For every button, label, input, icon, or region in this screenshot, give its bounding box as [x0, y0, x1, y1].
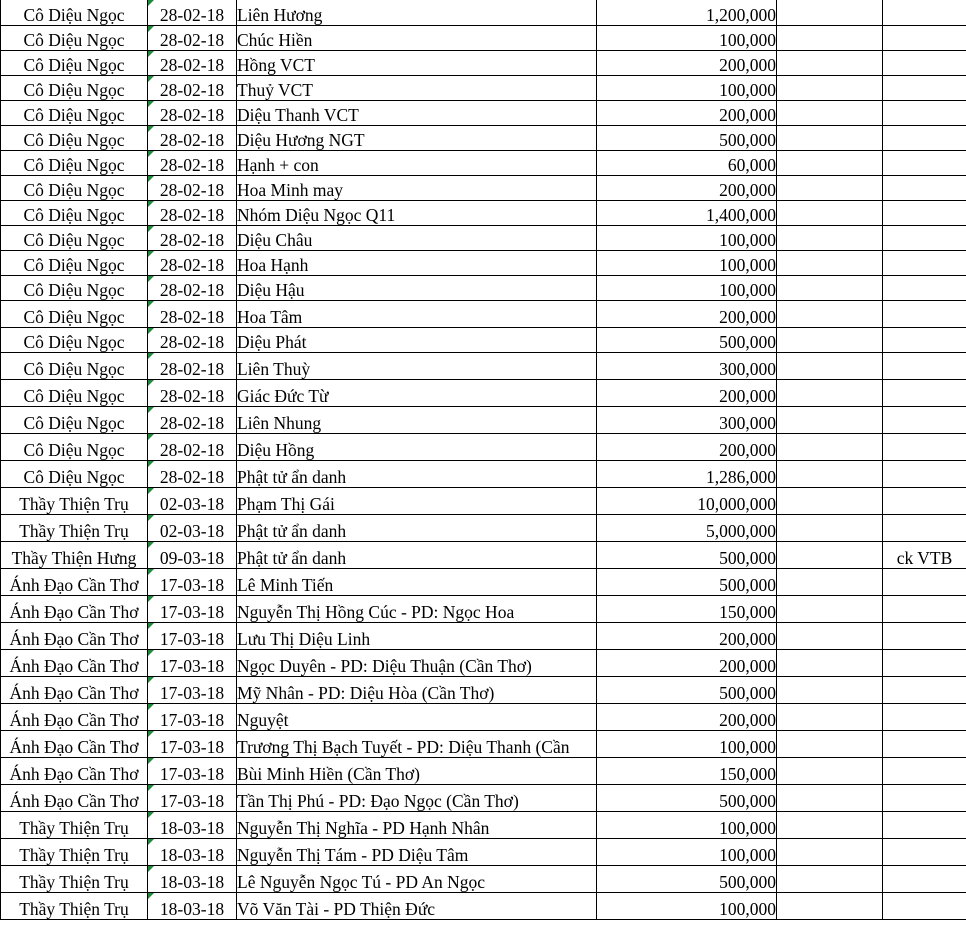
cell-date[interactable]: 18-03-18 [148, 838, 237, 865]
cell-note-2[interactable] [883, 327, 966, 352]
cell-teacher[interactable]: Thầy Thiện Trụ [1, 892, 148, 919]
cell-note-1[interactable] [777, 125, 883, 150]
table-row [1, 730, 966, 757]
cell-amount[interactable]: 200,000 [597, 50, 777, 75]
cell-amount[interactable]: 5,000,000 [597, 514, 777, 541]
cell-amount[interactable]: 200,000 [597, 300, 777, 327]
cell-amount[interactable]: 300,000 [597, 352, 777, 379]
table-row [1, 865, 966, 892]
cell-date[interactable]: 17-03-18 [148, 757, 237, 784]
cell-amount[interactable]: 500,000 [597, 676, 777, 703]
cell-donor[interactable]: Diệu Hồng [237, 433, 597, 460]
cell-note-1[interactable] [777, 352, 883, 379]
cell-amount[interactable]: 100,000 [597, 75, 777, 100]
cell-note-1[interactable] [777, 100, 883, 125]
cell-donor[interactable]: Ngọc Duyên - PD: Diệu Thuận (Cần Thơ) [237, 649, 597, 676]
cell-amount[interactable]: 500,000 [597, 125, 777, 150]
table-row [1, 150, 966, 175]
cell-date[interactable]: 17-03-18 [148, 676, 237, 703]
cell-donor[interactable]: Phật tử ẩn danh [237, 541, 597, 568]
cell-teacher[interactable]: Thầy Thiện Trụ [1, 514, 148, 541]
cell-date[interactable]: 17-03-18 [148, 703, 237, 730]
table-row [1, 100, 966, 125]
cell-note-2[interactable] [883, 703, 966, 730]
table-row [1, 379, 966, 406]
cell-date[interactable]: 28-02-18 [148, 327, 237, 352]
cell-date[interactable]: 02-03-18 [148, 514, 237, 541]
cell-date[interactable]: 18-03-18 [148, 865, 237, 892]
cell-date[interactable]: 17-03-18 [148, 784, 237, 811]
table-row [1, 327, 966, 352]
cell-amount[interactable]: 200,000 [597, 100, 777, 125]
cell-date[interactable]: 17-03-18 [148, 649, 237, 676]
cell-donor[interactable]: Chúc Hiền [237, 25, 597, 50]
cell-note-1[interactable] [777, 514, 883, 541]
cell-teacher[interactable]: Cô Diệu Ngọc [1, 25, 148, 50]
cell-donor[interactable]: Nguyễn Thị Nghĩa - PD Hạnh Nhân [237, 811, 597, 838]
cell-note-2[interactable] [883, 50, 966, 75]
cell-amount[interactable]: 500,000 [597, 784, 777, 811]
cell-note-2[interactable] [883, 676, 966, 703]
cell-teacher[interactable]: Ánh Đạo Cần Thơ [1, 703, 148, 730]
cell-note-1[interactable] [777, 730, 883, 757]
cell-donor[interactable]: Thuỷ VCT [237, 75, 597, 100]
cell-donor[interactable]: Diệu Thanh VCT [237, 100, 597, 125]
cell-amount[interactable]: 100,000 [597, 811, 777, 838]
cell-note-1[interactable] [777, 865, 883, 892]
cell-amount[interactable]: 200,000 [597, 379, 777, 406]
table-row [1, 757, 966, 784]
cell-note-1[interactable] [777, 703, 883, 730]
cell-note-2[interactable] [883, 75, 966, 100]
cell-date[interactable]: 28-02-18 [148, 100, 237, 125]
cell-donor[interactable]: Nguyễn Thị Tám - PD Diệu Tâm [237, 838, 597, 865]
cell-date[interactable]: 17-03-18 [148, 622, 237, 649]
cell-date[interactable]: 28-02-18 [148, 275, 237, 300]
table-row [1, 175, 966, 200]
cell-teacher[interactable]: Cô Diệu Ngọc [1, 250, 148, 275]
cell-donor[interactable]: Phật tử ẩn danh [237, 514, 597, 541]
table-row [1, 50, 966, 75]
cell-note-2[interactable] [883, 352, 966, 379]
cell-date[interactable]: 28-02-18 [148, 225, 237, 250]
table-row [1, 838, 966, 865]
cell-donor[interactable]: Diệu Châu [237, 225, 597, 250]
cell-donor[interactable]: Diệu Hậu [237, 275, 597, 300]
cell-date[interactable]: 28-02-18 [148, 25, 237, 50]
cell-note-1[interactable] [777, 487, 883, 514]
cell-amount[interactable]: 500,000 [597, 541, 777, 568]
cell-note-2[interactable] [883, 275, 966, 300]
cell-teacher[interactable]: Thầy Thiện Trụ [1, 838, 148, 865]
cell-note-2[interactable] [883, 649, 966, 676]
ledger-body [1, 0, 966, 919]
cell-note-2[interactable] [883, 433, 966, 460]
cell-note-1[interactable] [777, 150, 883, 175]
cell-note-1[interactable] [777, 327, 883, 352]
table-row [1, 25, 966, 50]
cell-teacher[interactable]: Ánh Đạo Cần Thơ [1, 757, 148, 784]
table-row [1, 892, 966, 919]
cell-donor[interactable]: Diệu Hương NGT [237, 125, 597, 150]
cell-donor[interactable]: Bùi Minh Hiền (Cần Thơ) [237, 757, 597, 784]
cell-note-1[interactable] [777, 25, 883, 50]
cell-donor[interactable]: Giác Đức Từ [237, 379, 597, 406]
cell-teacher[interactable]: Cô Diệu Ngọc [1, 406, 148, 433]
cell-amount[interactable]: 150,000 [597, 595, 777, 622]
cell-date[interactable]: 18-03-18 [148, 811, 237, 838]
cell-note-1[interactable] [777, 838, 883, 865]
cell-teacher[interactable]: Cô Diệu Ngọc [1, 75, 148, 100]
table-row [1, 300, 966, 327]
cell-note-2[interactable] [883, 460, 966, 487]
cell-donor[interactable]: Trương Thị Bạch Tuyết - PD: Diệu Thanh (Cần [237, 730, 597, 757]
cell-teacher[interactable]: Ánh Đạo Cần Thơ [1, 649, 148, 676]
cell-donor[interactable]: Nguyệt [237, 703, 597, 730]
cell-note-2[interactable] [883, 125, 966, 150]
cell-note-1[interactable] [777, 460, 883, 487]
table-row [1, 0, 966, 25]
cell-teacher[interactable]: Ánh Đạo Cần Thơ [1, 784, 148, 811]
cell-teacher[interactable]: Cô Diệu Ngọc [1, 0, 148, 25]
cell-teacher[interactable]: Cô Diệu Ngọc [1, 50, 148, 75]
cell-note-1[interactable] [777, 300, 883, 327]
cell-teacher[interactable]: Ánh Đạo Cần Thơ [1, 595, 148, 622]
table-row [1, 225, 966, 250]
table-row [1, 595, 966, 622]
cell-note-1[interactable] [777, 50, 883, 75]
cell-amount[interactable]: 200,000 [597, 703, 777, 730]
cell-teacher[interactable]: Cô Diệu Ngọc [1, 300, 148, 327]
cell-note-2[interactable] [883, 200, 966, 225]
cell-teacher[interactable]: Ánh Đạo Cần Thơ [1, 568, 148, 595]
table-row [1, 250, 966, 275]
cell-teacher[interactable]: Ánh Đạo Cần Thơ [1, 730, 148, 757]
cell-teacher[interactable]: Cô Diệu Ngọc [1, 125, 148, 150]
cell-note-2[interactable] [883, 300, 966, 327]
cell-note-2[interactable] [883, 379, 966, 406]
cell-donor[interactable]: Lê Nguyễn Ngọc Tú - PD An Ngọc [237, 865, 597, 892]
cell-note-1[interactable] [777, 406, 883, 433]
cell-note-1[interactable] [777, 568, 883, 595]
cell-note-1[interactable] [777, 622, 883, 649]
cell-amount[interactable]: 1,200,000 [597, 0, 777, 25]
cell-note-2[interactable] [883, 250, 966, 275]
cell-note-1[interactable] [777, 200, 883, 225]
table-row [1, 676, 966, 703]
cell-date[interactable]: 09-03-18 [148, 541, 237, 568]
cell-teacher[interactable]: Cô Diệu Ngọc [1, 460, 148, 487]
cell-date[interactable]: 28-02-18 [148, 406, 237, 433]
cell-note-1[interactable] [777, 379, 883, 406]
cell-amount[interactable]: 100,000 [597, 225, 777, 250]
cell-donor[interactable]: Phạm Thị Gái [237, 487, 597, 514]
cell-note-1[interactable] [777, 0, 883, 25]
cell-amount[interactable]: 10,000,000 [597, 487, 777, 514]
cell-note-2[interactable] [883, 811, 966, 838]
table-row [1, 406, 966, 433]
cell-amount[interactable]: 200,000 [597, 622, 777, 649]
cell-note-2[interactable] [883, 406, 966, 433]
table-row [1, 622, 966, 649]
cell-donor[interactable]: Hoa Tâm [237, 300, 597, 327]
table-row [1, 649, 966, 676]
cell-note-1[interactable] [777, 649, 883, 676]
cell-note-2[interactable] [883, 175, 966, 200]
cell-note-2[interactable] [883, 487, 966, 514]
cell-date[interactable]: 28-02-18 [148, 352, 237, 379]
cell-donor[interactable]: Hồng VCT [237, 50, 597, 75]
cell-donor[interactable]: Phật tử ẩn danh [237, 460, 597, 487]
cell-teacher[interactable]: Ánh Đạo Cần Thơ [1, 676, 148, 703]
cell-note-1[interactable] [777, 175, 883, 200]
cell-date[interactable]: 28-02-18 [148, 250, 237, 275]
table-row [1, 514, 966, 541]
cell-note-2[interactable] [883, 100, 966, 125]
cell-amount[interactable]: 100,000 [597, 892, 777, 919]
table-row [1, 275, 966, 300]
cell-donor[interactable]: Tần Thị Phú - PD: Đạo Ngọc (Cần Thơ) [237, 784, 597, 811]
cell-teacher[interactable]: Cô Diệu Ngọc [1, 379, 148, 406]
cell-note-1[interactable] [777, 757, 883, 784]
cell-amount[interactable]: 150,000 [597, 757, 777, 784]
cell-teacher[interactable]: Cô Diệu Ngọc [1, 433, 148, 460]
cell-teacher[interactable]: Thầy Thiện Trụ [1, 487, 148, 514]
cell-amount[interactable]: 500,000 [597, 568, 777, 595]
cell-note-2[interactable] [883, 595, 966, 622]
cell-amount[interactable]: 60,000 [597, 150, 777, 175]
cell-note-2[interactable] [883, 25, 966, 50]
table-row [1, 784, 966, 811]
cell-note-2[interactable] [883, 150, 966, 175]
table-row [1, 125, 966, 150]
cell-note-2[interactable] [883, 514, 966, 541]
cell-teacher[interactable]: Cô Diệu Ngọc [1, 327, 148, 352]
cell-date[interactable]: 28-02-18 [148, 175, 237, 200]
cell-note-1[interactable] [777, 811, 883, 838]
cell-amount[interactable]: 500,000 [597, 865, 777, 892]
cell-donor[interactable]: Hạnh + con [237, 150, 597, 175]
cell-date[interactable]: 28-02-18 [148, 300, 237, 327]
cell-amount[interactable]: 200,000 [597, 175, 777, 200]
cell-teacher[interactable]: Cô Diệu Ngọc [1, 352, 148, 379]
cell-amount[interactable]: 100,000 [597, 730, 777, 757]
cell-donor[interactable]: Hoa Hạnh [237, 250, 597, 275]
cell-date[interactable]: 02-03-18 [148, 487, 237, 514]
cell-donor[interactable]: Diệu Phát [237, 327, 597, 352]
cell-date[interactable]: 18-03-18 [148, 892, 237, 919]
cell-amount[interactable]: 300,000 [597, 406, 777, 433]
cell-teacher[interactable]: Ánh Đạo Cần Thơ [1, 622, 148, 649]
cell-amount[interactable]: 100,000 [597, 275, 777, 300]
table-row [1, 75, 966, 100]
cell-amount[interactable]: 1,286,000 [597, 460, 777, 487]
cell-note-2[interactable] [883, 892, 966, 919]
cell-note-1[interactable] [777, 250, 883, 275]
cell-note-2[interactable] [883, 622, 966, 649]
cell-date[interactable]: 28-02-18 [148, 150, 237, 175]
cell-date[interactable]: 17-03-18 [148, 730, 237, 757]
cell-note-2[interactable] [883, 730, 966, 757]
cell-note-2[interactable] [883, 0, 966, 25]
cell-donor[interactable]: Võ Văn Tài - PD Thiện Đức [237, 892, 597, 919]
cell-teacher[interactable]: Cô Diệu Ngọc [1, 200, 148, 225]
cell-note-1[interactable] [777, 433, 883, 460]
cell-note-2[interactable] [883, 757, 966, 784]
cell-note-2[interactable] [883, 865, 966, 892]
cell-donor[interactable]: Liên Hương [237, 0, 597, 25]
cell-amount[interactable]: 1,400,000 [597, 200, 777, 225]
cell-amount[interactable]: 100,000 [597, 838, 777, 865]
cell-teacher[interactable]: Thầy Thiện Trụ [1, 865, 148, 892]
cell-note-2[interactable]: ck VTB [883, 541, 966, 568]
cell-note-2[interactable] [883, 784, 966, 811]
table-row [1, 487, 966, 514]
cell-teacher[interactable]: Thầy Thiện Hưng [1, 541, 148, 568]
cell-note-2[interactable] [883, 838, 966, 865]
cell-donor[interactable]: Nguyễn Thị Hồng Cúc - PD: Ngọc Hoa [237, 595, 597, 622]
table-row [1, 541, 966, 568]
cell-donor[interactable]: Liên Nhung [237, 406, 597, 433]
table-row [1, 460, 966, 487]
cell-date[interactable]: 17-03-18 [148, 595, 237, 622]
cell-donor[interactable]: Nhóm Diệu Ngọc Q11 [237, 200, 597, 225]
cell-note-1[interactable] [777, 75, 883, 100]
cell-note-1[interactable] [777, 541, 883, 568]
cell-date[interactable]: 28-02-18 [148, 125, 237, 150]
cell-amount[interactable]: 200,000 [597, 649, 777, 676]
cell-date[interactable]: 28-02-18 [148, 433, 237, 460]
cell-date[interactable]: 28-02-18 [148, 75, 237, 100]
cell-amount[interactable]: 100,000 [597, 250, 777, 275]
cell-date[interactable]: 28-02-18 [148, 200, 237, 225]
cell-donor[interactable]: Mỹ Nhân - PD: Diệu Hòa (Cần Thơ) [237, 676, 597, 703]
cell-note-1[interactable] [777, 595, 883, 622]
cell-note-1[interactable] [777, 676, 883, 703]
cell-note-2[interactable] [883, 568, 966, 595]
cell-donor[interactable]: Lê Minh Tiến [237, 568, 597, 595]
cell-note-1[interactable] [777, 225, 883, 250]
cell-teacher[interactable]: Cô Diệu Ngọc [1, 175, 148, 200]
cell-teacher[interactable]: Thầy Thiện Trụ [1, 811, 148, 838]
cell-amount[interactable]: 200,000 [597, 433, 777, 460]
cell-date[interactable]: 28-02-18 [148, 50, 237, 75]
cell-teacher[interactable]: Cô Diệu Ngọc [1, 275, 148, 300]
cell-note-1[interactable] [777, 784, 883, 811]
cell-date[interactable]: 28-02-18 [148, 460, 237, 487]
cell-note-1[interactable] [777, 892, 883, 919]
cell-amount[interactable]: 500,000 [597, 327, 777, 352]
table-row [1, 568, 966, 595]
cell-date[interactable]: 17-03-18 [148, 568, 237, 595]
table-row [1, 352, 966, 379]
table-row [1, 200, 966, 225]
table-row [1, 811, 966, 838]
cell-note-2[interactable] [883, 225, 966, 250]
table-row [1, 433, 966, 460]
cell-date[interactable]: 28-02-18 [148, 379, 237, 406]
cell-amount[interactable]: 100,000 [597, 25, 777, 50]
table-row [1, 703, 966, 730]
cell-donor[interactable]: Hoa Minh may [237, 175, 597, 200]
cell-note-1[interactable] [777, 275, 883, 300]
cell-donor[interactable]: Lưu Thị Diệu Linh [237, 622, 597, 649]
cell-teacher[interactable]: Cô Diệu Ngọc [1, 150, 148, 175]
cell-donor[interactable]: Liên Thuỳ [237, 352, 597, 379]
cell-date[interactable]: 28-02-18 [148, 0, 237, 25]
cell-teacher[interactable]: Cô Diệu Ngọc [1, 100, 148, 125]
cell-teacher[interactable]: Cô Diệu Ngọc [1, 225, 148, 250]
